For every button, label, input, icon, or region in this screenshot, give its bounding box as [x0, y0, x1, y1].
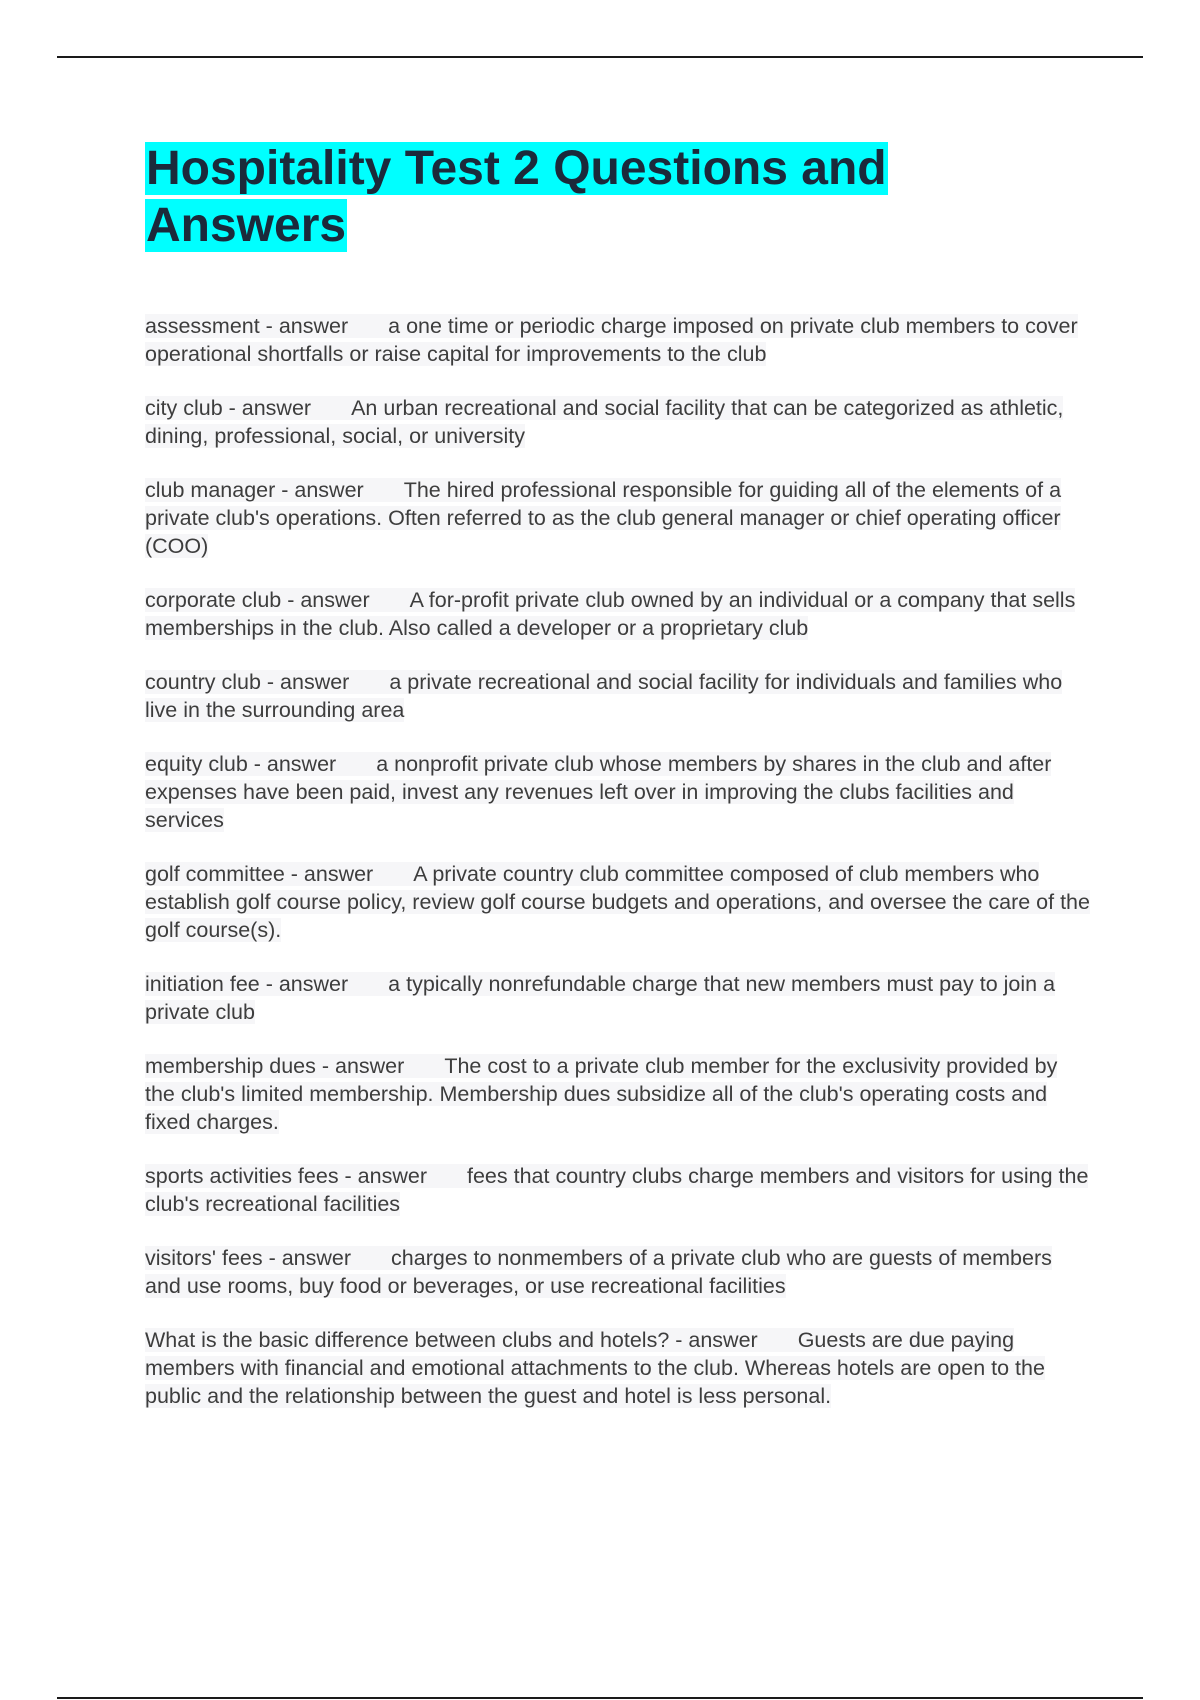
- qa-entry: [145, 750, 1090, 834]
- qa-entry: [145, 394, 1090, 450]
- header-rule: [57, 56, 1143, 58]
- qa-entry: [145, 1162, 1090, 1218]
- qa-term: membership dues - answer: [145, 1054, 405, 1078]
- qa-entry: [145, 1052, 1090, 1136]
- qa-definition: The hired professional responsible for guiding all of the elements of a private club's operations. Often referred to as the club general manager or chief operating officer (COO): [145, 478, 1062, 558]
- qa-definition: A private country club committee composed of club members who establish golf course policy, review golf course budgets and operations, and oversee the care of the golf course(s).: [145, 862, 1090, 942]
- qa-definition: An urban recreational and social facility that can be categorized as athletic, dining, professional, social, or university: [145, 396, 1064, 448]
- qa-term: visitors' fees - answer: [145, 1246, 352, 1270]
- qa-entry: [145, 1326, 1090, 1410]
- page-title-text: Hospitality Test 2 Questions and Answers: [146, 142, 887, 252]
- qa-term: city club - answer: [145, 396, 312, 420]
- page-title: [145, 140, 1045, 254]
- qa-term: equity club - answer: [145, 752, 337, 776]
- qa-definition: A for-profit private club owned by an individual or a company that sells memberships in the club. Also called a developer or a proprietary club: [145, 588, 1076, 640]
- qa-entry: [145, 860, 1090, 944]
- qa-entry: [145, 312, 1090, 368]
- qa-definition: a nonprofit private club whose members by shares in the club and after expenses have been paid, invest any revenues left over in improving the clubs facilities and services: [145, 752, 1052, 832]
- qa-term: assessment - answer: [145, 314, 349, 338]
- qa-entry: [145, 970, 1090, 1026]
- qa-definition: a private recreational and social facility for individuals and families who live in the surrounding area: [145, 670, 1063, 722]
- footer-rule: [57, 1697, 1143, 1699]
- qa-term: What is the basic difference between clubs and hotels? - answer: [145, 1328, 758, 1352]
- qa-entry: [145, 476, 1090, 560]
- qa-definition: a one time or periodic charge imposed on private club members to cover operational shortfalls or raise capital for improvements to the club: [145, 314, 1078, 366]
- qa-term: initiation fee - answer: [145, 972, 349, 996]
- qa-entry: [145, 586, 1090, 642]
- qa-definition: charges to nonmembers of a private club who are guests of members and use rooms, buy food or beverages, or use recreational facilities: [145, 1246, 1052, 1298]
- qa-definition: fees that country clubs charge members and visitors for using the club's recreational facilities: [145, 1164, 1089, 1216]
- qa-term: country club - answer: [145, 670, 350, 694]
- qa-term: corporate club - answer: [145, 588, 370, 612]
- qa-definition: a typically nonrefundable charge that new members must pay to join a private club: [145, 972, 1056, 1024]
- qa-entry: [145, 668, 1090, 724]
- qa-term: sports activities fees - answer: [145, 1164, 427, 1188]
- qa-definition: The cost to a private club member for the exclusivity provided by the club's limited membership. Membership dues subsidize all of the club's operating costs and fixed charges.: [145, 1054, 1058, 1134]
- qa-term: golf committee - answer: [145, 862, 374, 886]
- qa-definition: Guests are due paying members with financial and emotional attachments to the club. Whereas hotels are open to the public and the relationship between the guest and hotel is less personal.: [145, 1328, 1045, 1408]
- qa-term: club manager - answer: [145, 478, 364, 502]
- qa-list: [145, 312, 1090, 1436]
- qa-entry: [145, 1244, 1090, 1300]
